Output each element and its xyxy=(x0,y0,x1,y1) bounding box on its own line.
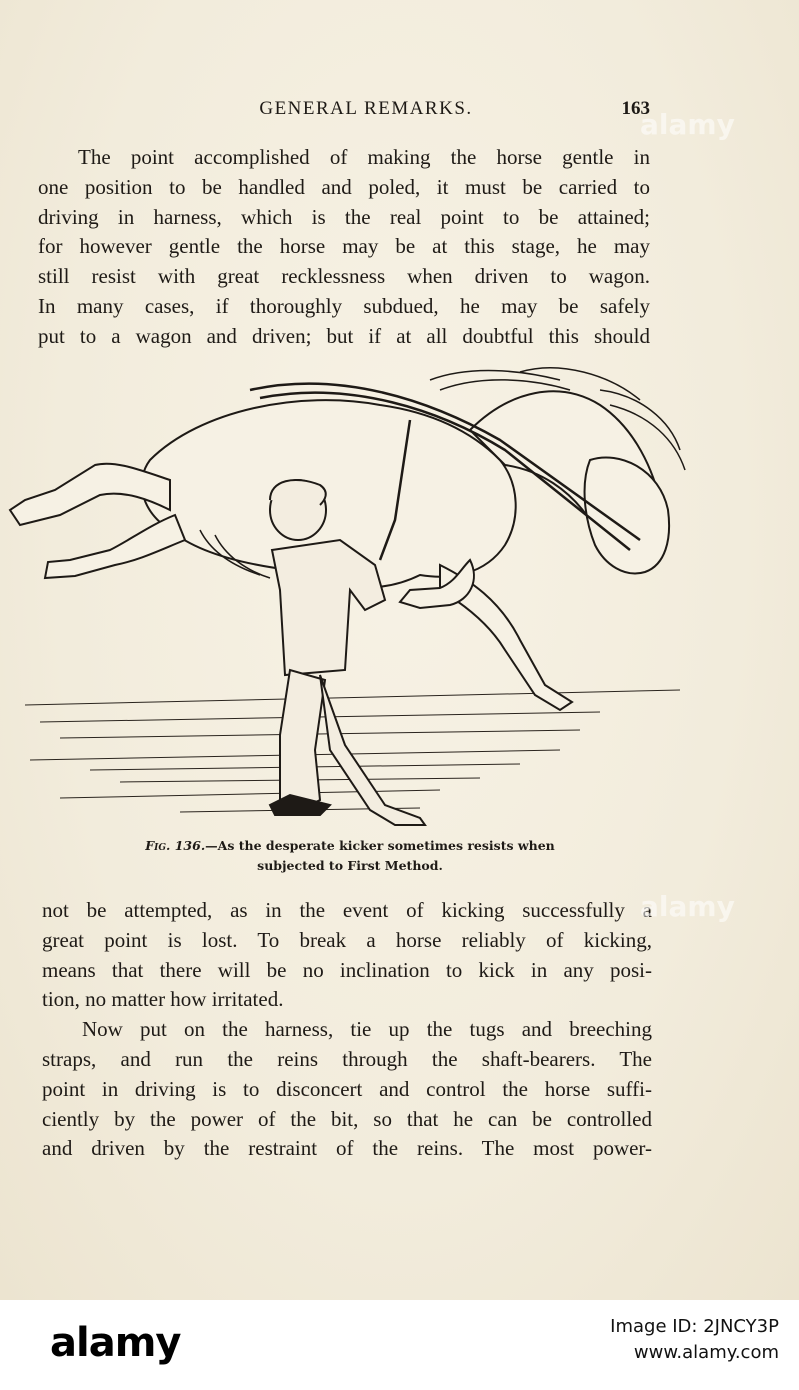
text-line: not be attempted, as in the event of kicking successfully a xyxy=(42,898,652,922)
text-line: Now put on the harness, tie up the tugs and breeching xyxy=(82,1017,652,1042)
text-line: for however gentle the horse may be at this stage, he may xyxy=(38,234,650,259)
text-line: means that there will be no inclination to kick in any posi- xyxy=(42,957,652,982)
text-line: one position to be handled and poled, it must be carried to xyxy=(38,174,650,199)
text-line: The point accomplished of making the horse gentle in xyxy=(78,145,650,169)
ground-hatching xyxy=(25,690,680,812)
site-url: www.alamy.com xyxy=(633,1342,779,1363)
caption-line-1 xyxy=(120,836,580,856)
running-title: GENERAL REMARKS. xyxy=(259,98,473,119)
text-line: ciently by the power of the bit, so that he can be controlled xyxy=(42,1106,652,1131)
watermark: alamy xyxy=(640,108,735,141)
watermark: alamy xyxy=(640,890,735,923)
page-number: 163 xyxy=(621,98,650,119)
text-line: straps, and run the reins through the shaft-bearers. The xyxy=(42,1046,652,1071)
text-line: great point is lost. To break a horse reliably of kicking, xyxy=(42,927,652,952)
figure-label: Fig. 136. xyxy=(145,838,206,853)
paragraph-top xyxy=(38,143,650,352)
image-id: Image ID: 2JNCY3P xyxy=(610,1316,779,1337)
paragraph-bottom xyxy=(42,896,652,1164)
running-header xyxy=(40,98,662,128)
alamy-logo: alamy xyxy=(50,1320,181,1366)
figure-caption xyxy=(120,836,580,876)
text-line: put to a wagon and driven; but if at all doubtful this should xyxy=(38,323,650,348)
caption-text-1: —As the desperate kicker sometimes resists when xyxy=(205,838,555,853)
text-line: tion, no matter how irritated. xyxy=(42,987,284,1012)
text-line: point in driving is to disconcert and control the horse suffi- xyxy=(42,1076,652,1101)
text-line: driving in harness, which is the real point to be attained; xyxy=(38,204,650,229)
text-line: and driven by the restraint of the reins. The most power- xyxy=(42,1136,652,1161)
caption-line-2: subjected to First Method. xyxy=(257,858,443,873)
text-line: In many cases, if thoroughly subdued, he may be safely xyxy=(38,293,650,318)
stock-footer xyxy=(0,1300,799,1390)
image-id-block xyxy=(610,1314,779,1366)
text-line: still resist with great recklessness when driven to wagon. xyxy=(38,264,650,289)
engraving-horse-kicking xyxy=(0,350,700,830)
